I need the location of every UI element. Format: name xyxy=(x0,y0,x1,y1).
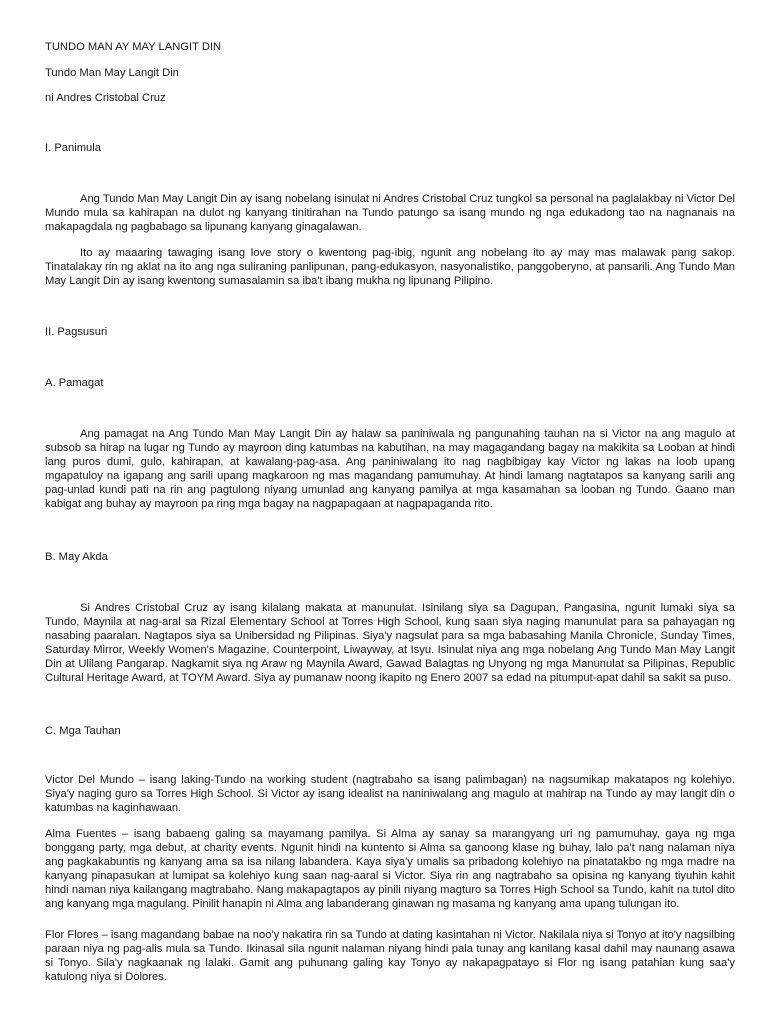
may-akda-paragraph: Si Andres Cristobal Cruz ay isang kilalang makata at manunulat. Isinilang siya sa Dagupan, Pangasina, ngunit lumaki siya sa Tundo, Maynila at nag-aral sa Rizal Elementary School at Torres High School, kung saan siya naging manunulat para sa pahayagan ng nasabing paaralan. Nagtapos siya sa Unibersidad ng Pilipinas. Siya'y nagsulat para sa mga babasahing Manila Chronicle, Sunday Times, Saturday Mirror, Weekly Women's Magazine, Counterpoint, Liwayway, at Isyu. Isinulat niya ang mga nobelang Ang Tundo Man May Langit Din at Ulilang Pangarap. Nagkamit siya ng Araw ng Maynila Award, Gawad Balagtas ng Unyong ng mga Manunulat sa Pilipinas, Republic Cultural Heritage Award, at TOYM Award. Siya ay pumanaw noong ikapito ng Enero 2007 sa edad na pitumput-apat dahil sa sakit sa puso. xyxy=(45,602,735,684)
heading-pamagat: A. Pamagat xyxy=(45,377,104,389)
heading-pagsusuri: II. Pagsusuri xyxy=(45,326,108,338)
heading-may-akda: B. May Akda xyxy=(45,551,108,563)
tauhan-flor-paragraph: Flor Flores – isang magandang babae na noo'y nakatira rin sa Tundo at dating kasintahan ni Victor. Nakilala niya si Tonyo at ito'y nagsilbing paraan niya ng pag-alis mula sa Tundo. Ikinasal sila ngunit nalaman niyang hindi pala tunay ang kanilang kasal dahil may naunang asawa si Tonyo. Sila'y nagkaanak ng lalaki. Gamit ang puhunang galing kay Tonyo ay nakapagpatayo si Flor ng isang patahian kung saa'y katulong niya si Dolores. xyxy=(45,929,735,983)
document-author: ni Andres Cristobal Cruz xyxy=(45,92,166,104)
tauhan-victor-paragraph: Victor Del Mundo – isang laking-Tundo na working student (nagtrabaho sa isang palimbagan) na nagsumikap makatapos ng kolehiyo. Siya'y naging guro sa Torres High School. Si Victor ay isang idealist na naniniwalang ang magulo at mahirap na Tundo ay may langit din o katumbas na kaginhawaan. xyxy=(45,774,735,814)
document-title: TUNDO MAN AY MAY LANGIT DIN xyxy=(45,41,222,53)
document-subtitle: Tundo Man May Langit Din xyxy=(45,67,179,79)
heading-mga-tauhan: C. Mga Tauhan xyxy=(45,725,121,737)
heading-panimula: I. Panimula xyxy=(45,142,101,154)
panimula-paragraph-1: Ang Tundo Man May Langit Din ay isang nobelang isinulat ni Andres Cristobal Cruz tungkol sa personal na paglalakbay ni Victor Del Mundo mula sa kahirapan na dulot ng kanyang tinitirahan na Tundo patungo sa isang mundo ng nga edukadong tao na nagnanais na makapagdala ng pagbabago sa lipunang kanyang ginagalawan. xyxy=(45,193,735,233)
panimula-paragraph-2: Ito ay maaaring tawaging isang love story o kwentong pag-ibig, ngunit ang nobelang ito ay may mas malawak pang sakop. Tinatalakay rin ng aklat na ito ang nga suliraning panlipunan, pang-edukasyon, nasyonalistiko, panggoberyno, at pansarili. Ang Tundo Man May Langit Din ay isang kwentong sumasalamin sa iba't ibang mukha ng lipunang Pilipino. xyxy=(45,247,735,287)
pamagat-paragraph: Ang pamagat na Ang Tundo Man May Langit Din ay halaw sa paniniwala ng pangunahing tauhan na si Victor na ang magulo at subsob sa hirap na lugar ng Tundo ay mayroon ding katumbas na kabutihan, na may magagandang bagay na makikita sa Looban at hindi lang puros dumi, gulo, kahirapan, at kawalang-pag-asa. Ang paniniwalang ito nag nagbibigay kay Victor ng lakas na loob upang mgapatuloy na igapang ang sarili upang magkaroon ng mas magandang pamumuhay. At hindi lamang nagtatapos sa kanyang sarili ang pag-unlad kundi pati na rin ang pagtulong niyang umunlad ang kanyang pamilya at mga kasamahan sa looban ng Tundo. Gaano man kabigat ang buhay ay mayroon pa ring mga bagay na nagpapagaan at nagpapaganda rito. xyxy=(45,428,735,510)
tauhan-alma-paragraph: Alma Fuentes – isang babaeng galing sa mayamang pamilya. Si Alma ay sanay sa marangyang uri ng pamumuhay, gaya ng mga bonggang party, mga debut, at charity events. Ngunit hindi na kuntento si Alma sa ganoong klase ng buhay, lalo pa't nang nalaman niya ang pagkakabuntis ng kanyang ama sa isa nilang labandera. Kaya siya'y umalis sa pribadong kolehiyo na pinatatakbo ng mga madre na kanyang pinapasukan at lumipat sa kolehiyo kung saan nag-aaral si Victor. Siya rin ang nagtrabaho sa opisina ng kanyang tiyuhin kahit hindi naman niya kailangang magtrabaho. Nang makapagtapos ay pinili niyang magturo sa Torres High School sa Tundo, kahit na tutol dito ang kanyang mga magulang. Pinilit hanapin ni Alma ang labanderang ginawan ng masama ng kanyang ama upang tulungan ito. xyxy=(45,828,735,910)
